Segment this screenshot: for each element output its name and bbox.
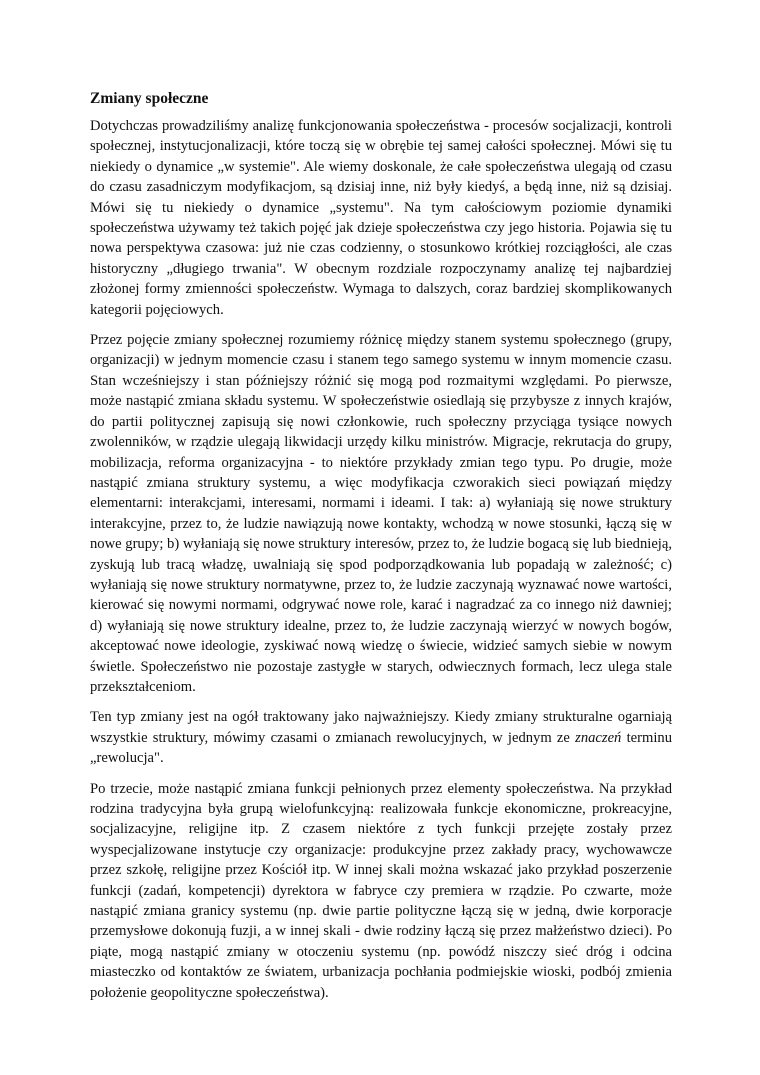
document-page xyxy=(90,88,672,1013)
paragraph-revolution-text-before: Ten typ zmiany jest na ogół traktowany jako najważniejszy. Kiedy zmiany strukturalne ogarniają wszystkie struktury, mówimy czasami o zmianach rewolucyjnych, w jednym ze xyxy=(90,709,672,746)
document-title: Zmiany społeczne xyxy=(90,90,209,107)
paragraph-functions: Po trzecie, może nastąpić zmiana funkcji pełnionych przez elementy społeczeństwa. Na przykład rodzina tradycyjna była grupą wielofunkcyjną: realizowała funkcje ekonomiczne, prokreacyjne, socjalizacyjne, religijne itp. Z czasem niektóre z tych funkcji przejęte zostały przez wyspecjalizowane instytucje czy organizacje: produkcyjne przez zakłady pracy, wychowawcze przez szkołę, religijne przez Kościół itp. W innej skali można wskazać jako przykład poszerzenie funkcji (zadań, kompetencji) dyrektora w fabryce czy premiera w rządzie. Po czwarte, może nastąpić zmiana granicy systemu (np. dwie partie polityczne łączą się w jedną, dwie korporacje przemysłowe dokonują fuzji, a w innej skali - dwie rodziny łączą się przez małżeństwo dzieci). Po piąte, mogą nastąpić zmiany w otoczeniu systemu (np. powódź niszczy sieć dróg i odcina miasteczko od kontaktów ze światem, urbanizacja pochłania podmiejskie wioski, podbój zmienia położenie geopolityczne społeczeństwa). xyxy=(90,780,672,1001)
paragraph-revolution xyxy=(90,707,672,768)
paragraph-revolution-text-after: terminu „rewolucja". xyxy=(90,729,672,767)
paragraph-intro: Dotychczas prowadziliśmy analizę funkcjonowania społeczeństwa - procesów socjalizacji, kontroli społecznej, instytucjonalizacji, które toczą się w obrębie tej samej całości społecznej. Mówi się tu niekiedy o dynamice „w systemie". Ale wiemy doskonale, że całe społeczeństwa ulegają od czasu do czasu zasadniczym modyfikacjom, są dzisiaj inne, niż były kiedyś, a będą inne, niż są dzisiaj. Mówi się tu niekiedy o dynamice „systemu". Na tym całościowym poziomie dynamiki społeczeństwa używamy też takich pojęć jak dzieje społeczeństwa czy jego historia. Pojawia się tu nowa perspektywa czasowa: już nie czas codzienny, o stosunkowo krótkiej rozciągłości, ale czas historyczny „długiego trwania". W obecnym rozdziale rozpoczynamy analizę tej najbardziej złożonej formy zmienności społeczeństw. Wymaga to dalszych, coraz bardziej skomplikowanych kategorii pojęciowych. xyxy=(90,118,672,318)
paragraph-definition: Przez pojęcie zmiany społecznej rozumiemy różnicę między stanem systemu społecznego (grupy, organizacji) w jednym momencie czasu i stanem tego samego systemu w innym momencie czasu. Stan wcześniejszy i stan późniejszy różnić się mogą pod rozmaitymi względami. Po pierwsze, może nastąpić zmiana składu systemu. W społeczeństwie osiedlają się przybysze z innych krajów, do partii politycznej zapisują się nowi członkowie, ruch społeczny przyciąga tysiące nowych zwolenników, w rządzie ulegają likwidacji urzędy kilku ministrów. Migracje, rekrutacja do grupy, mobilizacja, reforma organizacyjna - to niektóre przykłady zmian tego typu. Po drugie, może nastąpić zmiana struktury systemu, a więc modyfikacja czworakich sieci powiązań między elementarni: interakcjami, interesami, normami i ideami. I tak: a) wyłaniają się nowe struktury interakcyjne, przez to, że ludzie nawiązują nowe kontakty, wchodzą w nowe stosunki, łączą się w nowe grupy; b) wyłaniają się nowe struktury interesów, przez to, że ludzie bogacą się lub biednieją, zyskują lub tracą władzę, uwalniają się spod podporządkowania lub popadają w zależność; c) wyłaniają się nowe struktury normatywne, przez to, że ludzie zaczynają wyznawać nowe wartości, kierować się nowymi normami, odgrywać nowe role, karać i nagradzać za co innego niż dawniej; d) wyłaniają się nowe struktury idealne, przez to, że ludzie zaczynają wierzyć w nowych bogów, akceptować nowe ideologie, zyskiwać nową wiedzę o świecie, widzieć samych siebie w nowym świetle. Społeczeństwo nie pozostaje zastygłe w starych, odwiecznych formach, lecz ulega stale przekształceniom. xyxy=(90,332,672,695)
emphasized-term: znaczeń xyxy=(575,729,622,746)
